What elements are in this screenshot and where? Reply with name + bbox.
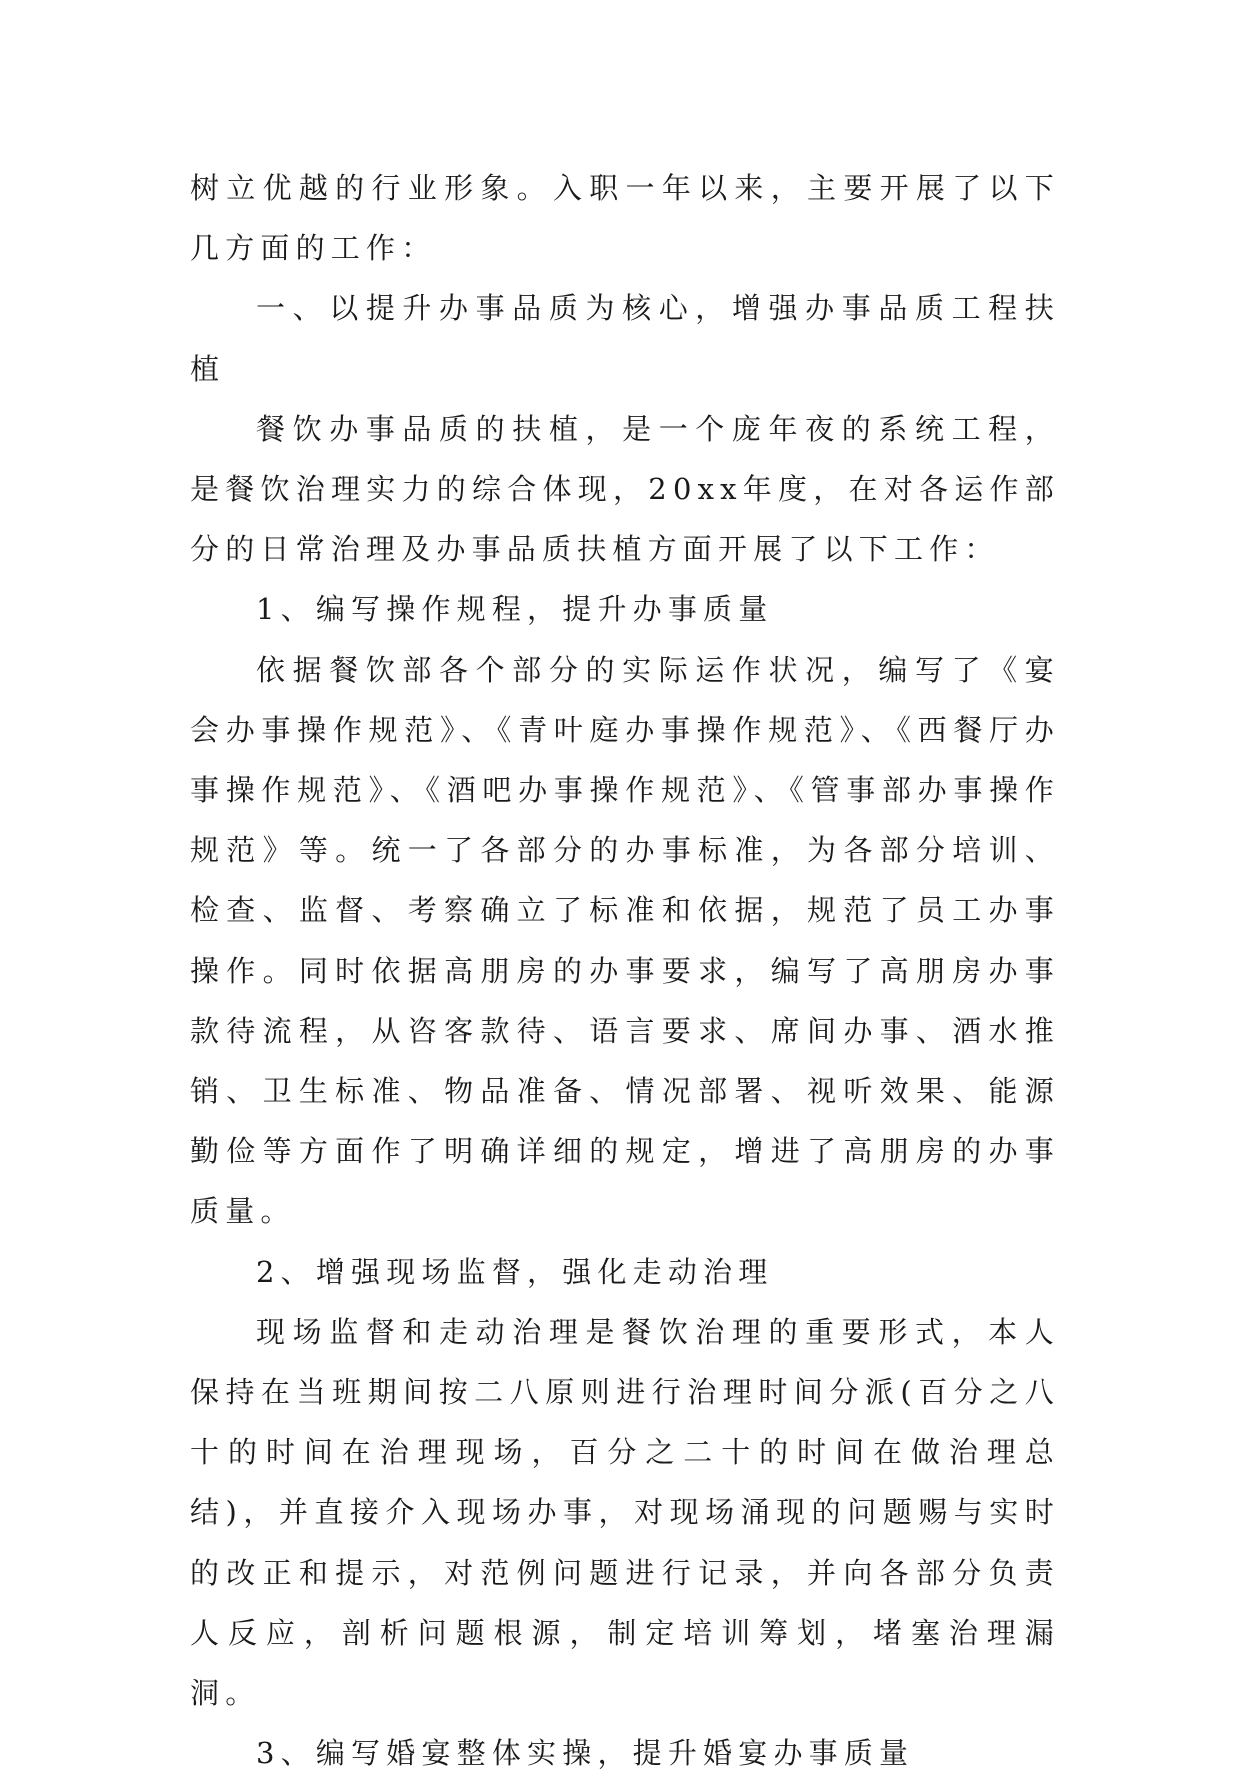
subheading-item-1: 1、编写操作规程，提升办事质量 (256, 592, 774, 627)
paragraph-item-2-body: 现场监督和走动治理是餐饮治理的重要形式，本人保持在当班期间按二八原则进行治理时间分派(百分之八十的时间在治理现场，百分之二十的时间在做治理总结)，并直接介入现场办事，对现场涌现的问题赐与实时的改正和提示，对范例问题进行记录，并向各部分负责人反应，剖析问题根源，制定培训筹划，堵塞治理漏洞。 (190, 1314, 1060, 1711)
subheading-item-2: 2、增强现场监督，强化走动治理 (256, 1254, 774, 1289)
paragraph-intro-continued: 树立优越的行业形象。入职一年以来，主要开展了以下几方面的工作： (190, 171, 1060, 266)
document-body (190, 158, 1060, 1783)
paragraph-section-1-summary: 餐饮办事品质的扶植，是一个庞年夜的系统工程，是餐饮治理实力的综合体现，20xx年度，在对各运作部分的日常治理及办事品质扶植方面开展了以下工作： (190, 411, 1060, 567)
subheading-item-3: 3、编写婚宴整体实操，提升婚宴办事质量 (256, 1736, 915, 1771)
paragraph-item-1-body: 依据餐饮部各个部分的实际运作状况，编写了《宴会办事操作规范》、《青叶庭办事操作规范》、《西餐厅办事操作规范》、《酒吧办事操作规范》、《管事部办事操作规范》等。统一了各部分的办事标准，为各部分培训、检查、监督、考察确立了标准和依据，规范了员工办事操作。同时依据高朋房的办事要求，编写了高朋房办事款待流程，从咨客款待、语言要求、席间办事、酒水推销、卫生标准、物品准备、情况部署、视听效果、能源勤俭等方面作了明确详细的规定，增进了高朋房的办事质量。 (190, 652, 1060, 1229)
heading-section-1: 一、以提升办事品质为核心，增强办事品质工程扶植 (190, 291, 1060, 386)
